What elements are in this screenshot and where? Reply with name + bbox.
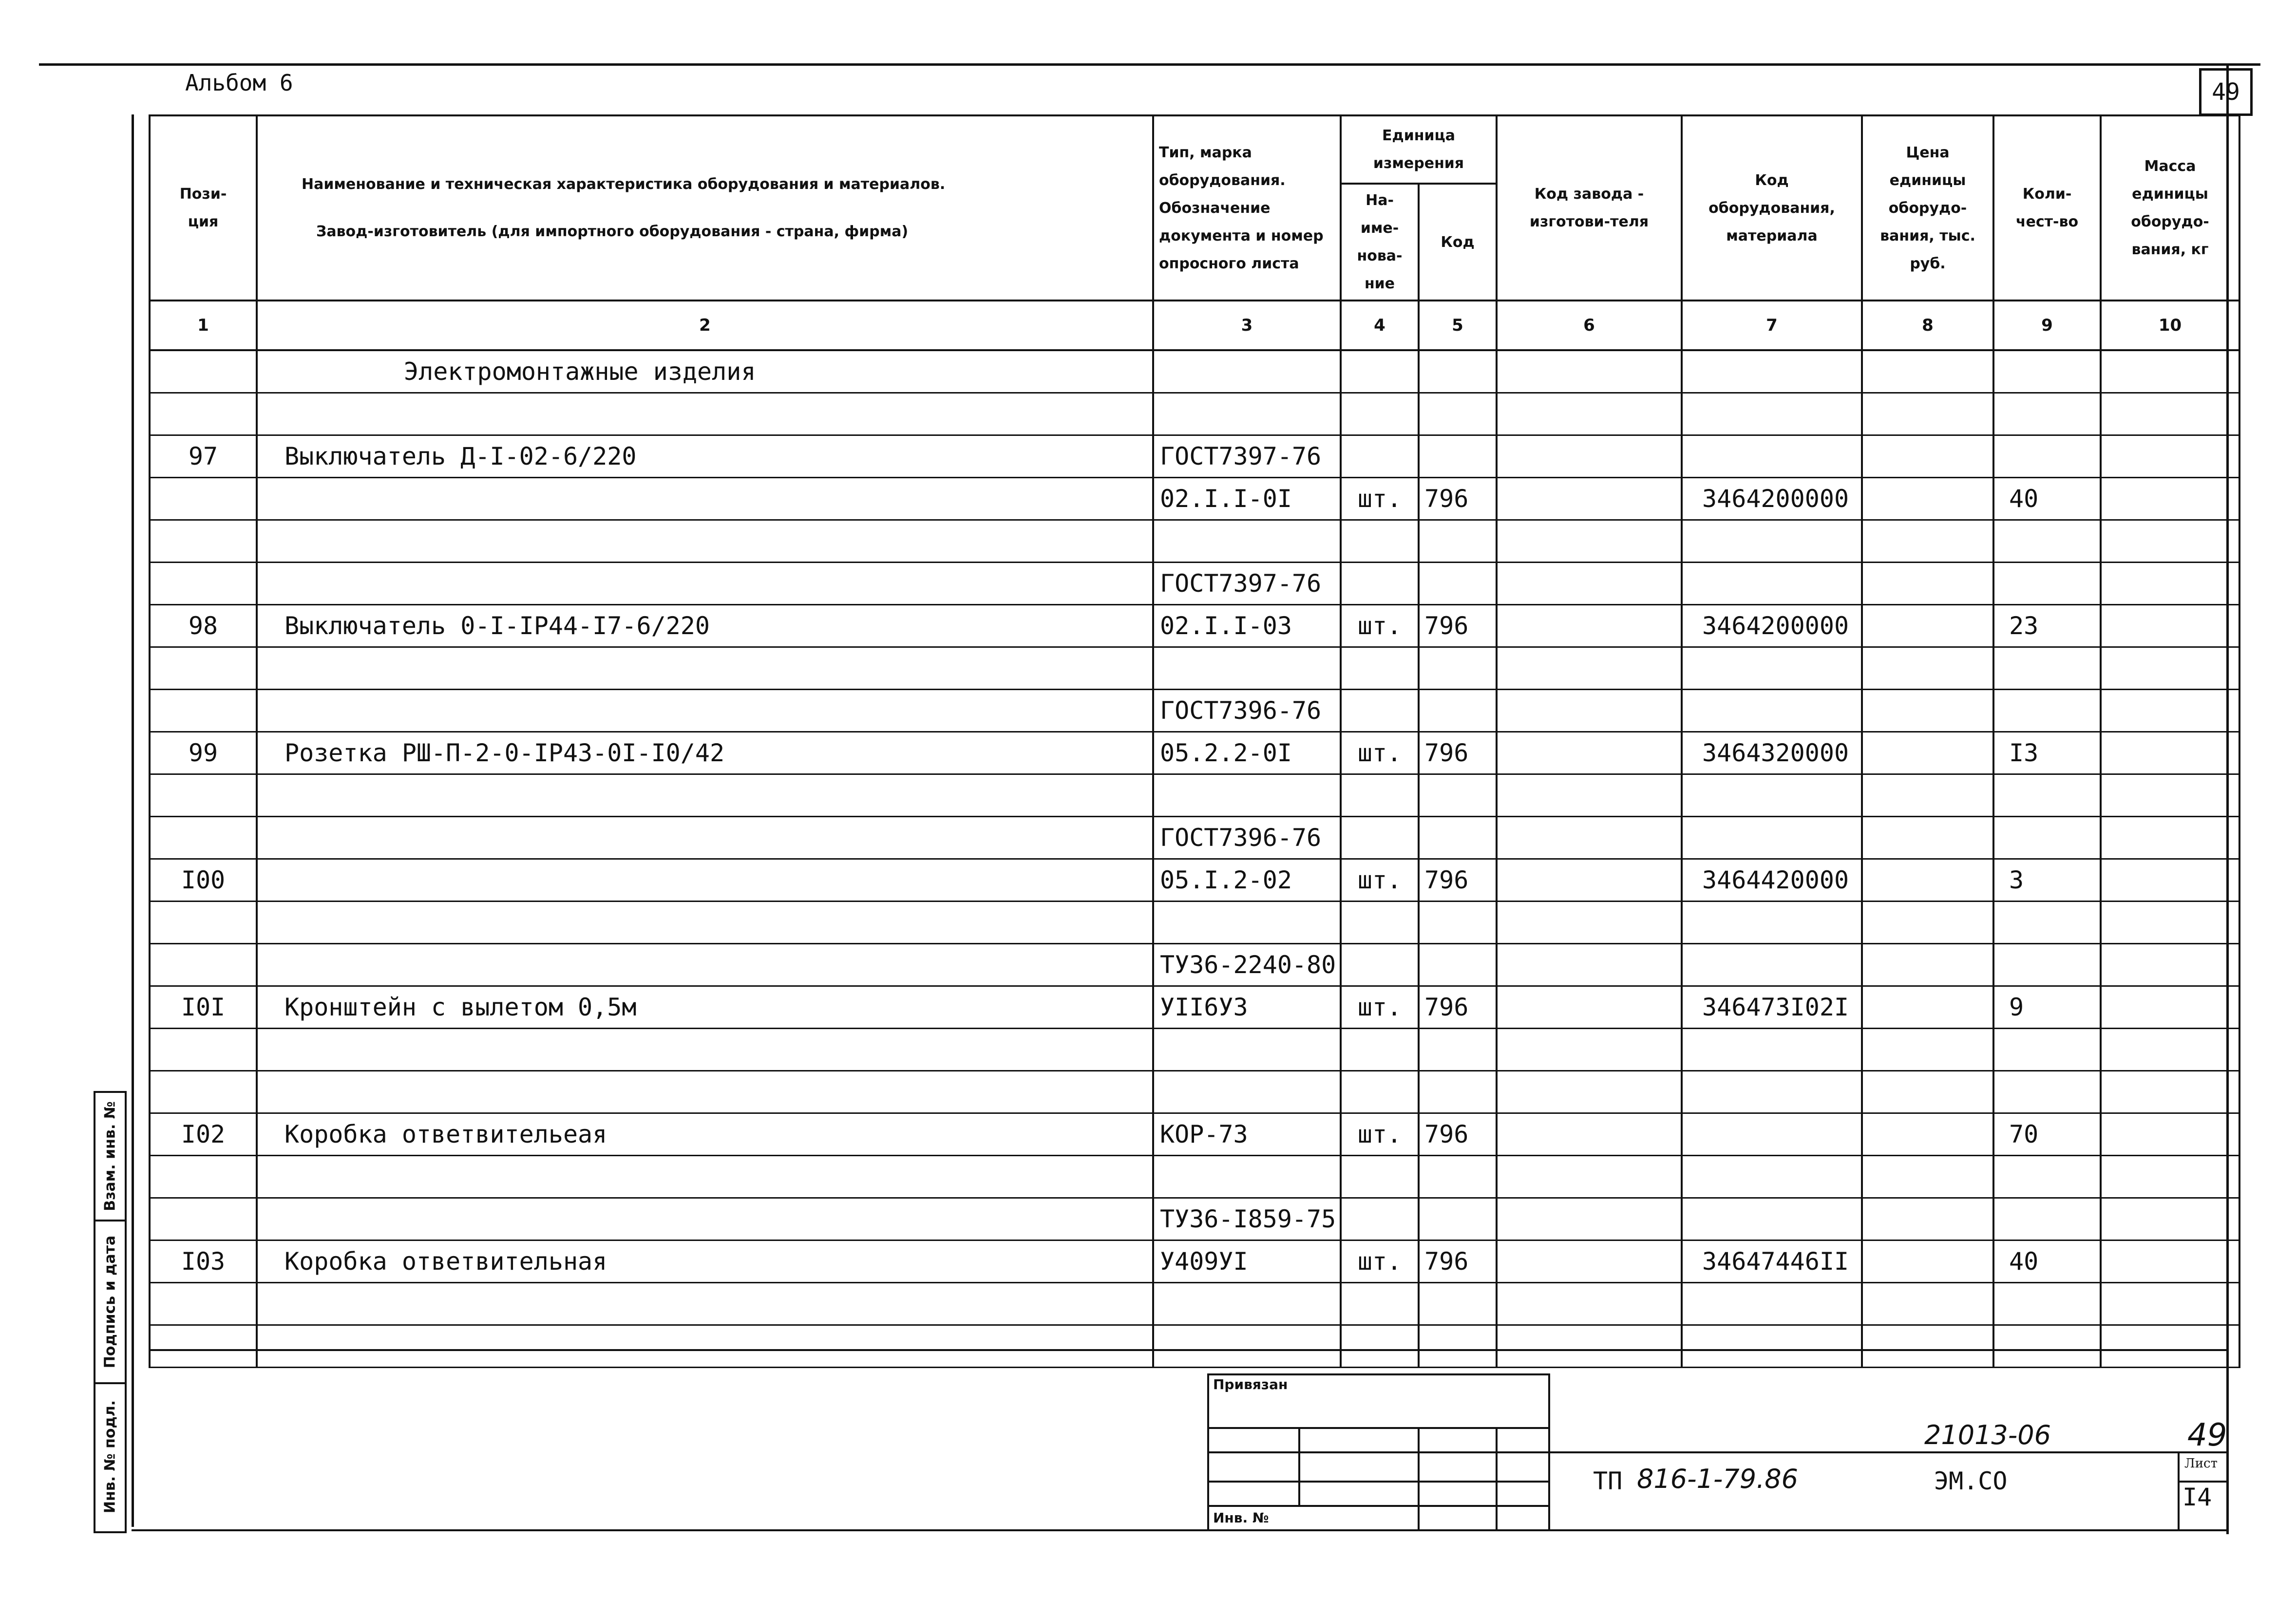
row-mass <box>2101 647 2239 690</box>
row-unit-name <box>1341 435 1419 478</box>
row-name: Коробка ответвительная <box>257 1240 1153 1283</box>
row-quantity <box>1993 817 2101 859</box>
side-stamp-inv-podl: Инв. № подл. <box>101 1400 119 1514</box>
row-factory-code <box>1497 647 1682 690</box>
row-material-code <box>1682 1283 1862 1325</box>
row-material-code <box>1682 435 1862 478</box>
row-position <box>150 478 257 520</box>
side-stamp-inv-vzam: Взам. инв. № <box>95 1093 125 1221</box>
row-unit-name: шт. <box>1341 859 1419 902</box>
row-unit-code <box>1419 1156 1497 1198</box>
row-name <box>257 1283 1153 1325</box>
inv-no-label: Инв. № <box>1213 1510 1269 1526</box>
row-quantity <box>1993 944 2101 986</box>
row-factory-code <box>1497 902 1682 944</box>
row-mass <box>2101 605 2239 647</box>
specification-table <box>149 114 2240 1368</box>
row-unit-code <box>1419 817 1497 859</box>
row-unit-code <box>1419 774 1497 817</box>
row-mass <box>2101 774 2239 817</box>
row-quantity <box>1993 1283 2101 1325</box>
row-type <box>1153 1283 1341 1325</box>
row-factory-code <box>1497 817 1682 859</box>
row-unit-name <box>1341 902 1419 944</box>
table-row <box>150 986 2239 1029</box>
table-row <box>150 647 2239 690</box>
row-quantity <box>1993 774 2101 817</box>
row-type: УII6У3 <box>1153 986 1341 1029</box>
side-stamp-podpis: Подпись и дата <box>95 1221 125 1384</box>
row-unit-code: 796 <box>1419 478 1497 520</box>
row-mass <box>2101 563 2239 605</box>
table-row <box>150 859 2239 902</box>
row-position <box>150 520 257 563</box>
row-mass <box>2101 1113 2239 1156</box>
col-number: 3 <box>1153 301 1341 350</box>
section-title: Электромонтажные изделия <box>257 350 1153 393</box>
row-price <box>1862 563 1993 605</box>
row-factory-code <box>1497 435 1682 478</box>
row-unit-name: шт. <box>1341 986 1419 1029</box>
row-quantity: 70 <box>1993 1113 2101 1156</box>
row-unit-name <box>1341 1071 1419 1113</box>
row-type: 02.I.I-0I <box>1153 478 1341 520</box>
row-mass <box>2101 1071 2239 1113</box>
col-header-pos: Пози- ция <box>150 115 257 301</box>
row-unit-name <box>1341 817 1419 859</box>
row-unit-code <box>1419 902 1497 944</box>
col-number: 6 <box>1497 301 1682 350</box>
table-row <box>150 1071 2239 1113</box>
row-unit-name: шт. <box>1341 1240 1419 1283</box>
col-header-name-line1: Наименование и техническая характеристика оборудования и материалов. <box>302 176 946 193</box>
table-row <box>150 478 2239 520</box>
row-type <box>1153 647 1341 690</box>
row-unit-code <box>1419 1071 1497 1113</box>
row-unit-name: шт. <box>1341 1113 1419 1156</box>
doc-mark: ЭМ.СО <box>1934 1467 2008 1495</box>
row-price <box>1862 478 1993 520</box>
col-header-price: Цена единицы оборудо-вания, тыс. руб. <box>1862 115 1993 301</box>
row-price <box>1862 393 1993 435</box>
row-factory-code <box>1497 1325 1682 1368</box>
row-factory-code <box>1497 478 1682 520</box>
table-row <box>150 944 2239 986</box>
row-unit-name <box>1341 520 1419 563</box>
row-quantity: 3 <box>1993 859 2101 902</box>
row-quantity <box>1993 520 2101 563</box>
row-material-code <box>1682 647 1862 690</box>
row-factory-code <box>1497 859 1682 902</box>
section-row <box>150 350 2239 393</box>
row-price <box>1862 859 1993 902</box>
row-material-code <box>1682 1198 1862 1240</box>
row-name <box>257 520 1153 563</box>
row-unit-name <box>1341 647 1419 690</box>
row-unit-name <box>1341 563 1419 605</box>
row-price <box>1862 1283 1993 1325</box>
row-position <box>150 1283 257 1325</box>
row-unit-code: 796 <box>1419 605 1497 647</box>
col-header-qty: Коли-чест-во <box>1993 115 2101 301</box>
table-header <box>150 115 2239 350</box>
row-material-code <box>1682 1325 1862 1368</box>
row-material-code <box>1682 902 1862 944</box>
row-factory-code <box>1497 563 1682 605</box>
row-mass <box>2101 817 2239 859</box>
row-name <box>257 393 1153 435</box>
row-type <box>1153 902 1341 944</box>
list-value: I4 <box>2182 1483 2212 1511</box>
row-position <box>150 690 257 732</box>
table-body <box>150 350 2239 1368</box>
row-type: 05.I.2-02 <box>1153 859 1341 902</box>
row-position <box>150 1156 257 1198</box>
table-row <box>150 1240 2239 1283</box>
doc-number: 21013-06 <box>1924 1420 2051 1450</box>
row-mass <box>2101 1029 2239 1071</box>
col-header-factory-code: Код завода - изготови-теля <box>1497 115 1682 301</box>
row-factory-code <box>1497 690 1682 732</box>
table-row <box>150 774 2239 817</box>
tp-designation: 816-1-79.86 <box>1637 1464 1798 1494</box>
row-name <box>257 817 1153 859</box>
row-quantity: 23 <box>1993 605 2101 647</box>
row-name <box>257 1156 1153 1198</box>
row-factory-code <box>1497 1156 1682 1198</box>
row-unit-code <box>1419 690 1497 732</box>
row-name: Коробка ответвительеая <box>257 1113 1153 1156</box>
row-material-code <box>1682 1071 1862 1113</box>
list-label: Лист <box>2184 1456 2218 1471</box>
row-name <box>257 902 1153 944</box>
row-quantity <box>1993 1325 2101 1368</box>
tp-label: ТП <box>1593 1467 1623 1495</box>
col-header-mass: Масса единицы оборудо-вания, кг <box>2101 115 2239 301</box>
row-unit-code <box>1419 393 1497 435</box>
row-price <box>1862 774 1993 817</box>
table-row <box>150 563 2239 605</box>
row-quantity <box>1993 1156 2101 1198</box>
frame-top-line <box>39 63 2260 66</box>
row-quantity <box>1993 563 2101 605</box>
row-factory-code <box>1497 732 1682 774</box>
table-row <box>150 902 2239 944</box>
row-unit-code <box>1419 435 1497 478</box>
row-quantity <box>1993 1071 2101 1113</box>
row-unit-code: 796 <box>1419 732 1497 774</box>
album-label: Альбом 6 <box>185 70 293 96</box>
row-factory-code <box>1497 520 1682 563</box>
table-row <box>150 605 2239 647</box>
page-number: 49 <box>2199 68 2253 116</box>
row-type: ГОСТ7397-76 <box>1153 435 1341 478</box>
col-number: 2 <box>257 301 1153 350</box>
row-price <box>1862 690 1993 732</box>
col-number: 1 <box>150 301 257 350</box>
row-position: 99 <box>150 732 257 774</box>
row-name <box>257 1071 1153 1113</box>
row-quantity: 40 <box>1993 1240 2101 1283</box>
row-name <box>257 859 1153 902</box>
col-number: 7 <box>1682 301 1862 350</box>
row-type: У409УI <box>1153 1240 1341 1283</box>
row-price <box>1862 1029 1993 1071</box>
row-position: I0I <box>150 986 257 1029</box>
sheet-handwritten: 49 <box>2187 1417 2227 1453</box>
row-factory-code <box>1497 1283 1682 1325</box>
row-type <box>1153 1029 1341 1071</box>
row-factory-code <box>1497 1198 1682 1240</box>
row-unit-name <box>1341 393 1419 435</box>
row-material-code <box>1682 563 1862 605</box>
row-name: Кронштейн с вылетом 0,5м <box>257 986 1153 1029</box>
row-mass <box>2101 1198 2239 1240</box>
row-unit-code: 796 <box>1419 1240 1497 1283</box>
row-quantity <box>1993 690 2101 732</box>
row-type: ТУ36-2240-80 <box>1153 944 1341 986</box>
row-position <box>150 563 257 605</box>
row-material-code: 346473I02I <box>1682 986 1862 1029</box>
row-unit-code: 796 <box>1419 859 1497 902</box>
row-unit-name <box>1341 1156 1419 1198</box>
row-factory-code <box>1497 944 1682 986</box>
row-unit-name: шт. <box>1341 605 1419 647</box>
row-type: 02.I.I-03 <box>1153 605 1341 647</box>
table-row <box>150 1325 2239 1368</box>
row-factory-code <box>1497 1071 1682 1113</box>
row-quantity: 9 <box>1993 986 2101 1029</box>
row-price <box>1862 817 1993 859</box>
row-mass <box>2101 435 2239 478</box>
table-row <box>150 520 2239 563</box>
row-mass <box>2101 1325 2239 1368</box>
table-row <box>150 1029 2239 1071</box>
row-name: Выключатель Д-I-02-6/220 <box>257 435 1153 478</box>
row-mass <box>2101 859 2239 902</box>
table-row <box>150 1198 2239 1240</box>
col-header-unit-name: На-име-нова-ние <box>1341 184 1419 301</box>
row-price <box>1862 1156 1993 1198</box>
table-row <box>150 732 2239 774</box>
col-header-unit-code: Код <box>1419 184 1497 301</box>
column-numbers-row <box>150 301 2239 350</box>
row-position <box>150 1029 257 1071</box>
table-row <box>150 1283 2239 1325</box>
row-unit-code <box>1419 1283 1497 1325</box>
row-name: Выключатель 0-I-IP44-I7-6/220 <box>257 605 1153 647</box>
row-material-code <box>1682 690 1862 732</box>
col-number: 8 <box>1862 301 1993 350</box>
row-quantity: 40 <box>1993 478 2101 520</box>
row-material-code <box>1682 520 1862 563</box>
row-price <box>1862 986 1993 1029</box>
row-quantity <box>1993 393 2101 435</box>
row-unit-code <box>1419 563 1497 605</box>
row-mass <box>2101 393 2239 435</box>
row-unit-name <box>1341 1325 1419 1368</box>
row-position <box>150 774 257 817</box>
row-factory-code <box>1497 774 1682 817</box>
row-material-code: 3464420000 <box>1682 859 1862 902</box>
row-name <box>257 478 1153 520</box>
row-unit-name <box>1341 690 1419 732</box>
row-material-code: 3464200000 <box>1682 478 1862 520</box>
table-row <box>150 690 2239 732</box>
row-factory-code <box>1497 393 1682 435</box>
row-position: I00 <box>150 859 257 902</box>
row-position <box>150 817 257 859</box>
row-type: ТУ36-I859-75 <box>1153 1198 1341 1240</box>
row-price <box>1862 1198 1993 1240</box>
row-position: I03 <box>150 1240 257 1283</box>
row-material-code: 34647446II <box>1682 1240 1862 1283</box>
row-position: 98 <box>150 605 257 647</box>
row-unit-code: 796 <box>1419 1113 1497 1156</box>
table-row <box>150 1113 2239 1156</box>
row-type <box>1153 774 1341 817</box>
privyazan-label: Привязан <box>1213 1376 1288 1392</box>
row-price <box>1862 520 1993 563</box>
row-name <box>257 1325 1153 1368</box>
col-header-unit: Единица измерения <box>1341 115 1497 184</box>
col-number: 4 <box>1341 301 1419 350</box>
row-position <box>150 1071 257 1113</box>
row-unit-code: 796 <box>1419 986 1497 1029</box>
frame-left-line <box>132 114 134 1527</box>
row-name <box>257 1198 1153 1240</box>
row-price <box>1862 1240 1993 1283</box>
row-position <box>150 1325 257 1368</box>
row-mass <box>2101 1283 2239 1325</box>
row-unit-name: шт. <box>1341 478 1419 520</box>
row-position <box>150 902 257 944</box>
col-number: 10 <box>2101 301 2239 350</box>
row-price <box>1862 944 1993 986</box>
row-price <box>1862 605 1993 647</box>
table-row <box>150 435 2239 478</box>
row-price <box>1862 1113 1993 1156</box>
row-position: I02 <box>150 1113 257 1156</box>
row-material-code <box>1682 1029 1862 1071</box>
row-unit-code <box>1419 520 1497 563</box>
row-price <box>1862 647 1993 690</box>
row-unit-code <box>1419 647 1497 690</box>
row-type <box>1153 520 1341 563</box>
row-type <box>1153 1156 1341 1198</box>
row-position <box>150 944 257 986</box>
row-unit-code <box>1419 1198 1497 1240</box>
row-material-code <box>1682 1113 1862 1156</box>
row-material-code <box>1682 774 1862 817</box>
row-price <box>1862 435 1993 478</box>
row-quantity <box>1993 647 2101 690</box>
row-type: ГОСТ7396-76 <box>1153 690 1341 732</box>
row-quantity <box>1993 1029 2101 1071</box>
row-mass <box>2101 732 2239 774</box>
row-name <box>257 1029 1153 1071</box>
row-position <box>150 1198 257 1240</box>
row-factory-code <box>1497 1113 1682 1156</box>
row-material-code <box>1682 817 1862 859</box>
row-mass <box>2101 478 2239 520</box>
row-mass <box>2101 1240 2239 1283</box>
side-stamp <box>94 1091 127 1533</box>
row-price <box>1862 1071 1993 1113</box>
col-header-name <box>257 115 1153 301</box>
row-mass <box>2101 690 2239 732</box>
row-name <box>257 944 1153 986</box>
row-unit-name <box>1341 1029 1419 1071</box>
row-material-code <box>1682 1156 1862 1198</box>
row-unit-name: шт. <box>1341 732 1419 774</box>
row-factory-code <box>1497 605 1682 647</box>
row-material-code <box>1682 393 1862 435</box>
row-material-code: 3464320000 <box>1682 732 1862 774</box>
row-mass <box>2101 986 2239 1029</box>
row-type: 05.2.2-0I <box>1153 732 1341 774</box>
row-price <box>1862 902 1993 944</box>
row-unit-code <box>1419 944 1497 986</box>
row-quantity: I3 <box>1993 732 2101 774</box>
row-unit-code <box>1419 1325 1497 1368</box>
col-header-material-code: Код оборудования, материала <box>1682 115 1862 301</box>
row-type: ГОСТ7396-76 <box>1153 817 1341 859</box>
row-mass <box>2101 520 2239 563</box>
row-factory-code <box>1497 1029 1682 1071</box>
col-number: 9 <box>1993 301 2101 350</box>
row-price <box>1862 1325 1993 1368</box>
row-quantity <box>1993 435 2101 478</box>
row-mass <box>2101 1156 2239 1198</box>
row-factory-code <box>1497 986 1682 1029</box>
table-row <box>150 1156 2239 1198</box>
row-type <box>1153 393 1341 435</box>
row-material-code <box>1682 944 1862 986</box>
row-type: КОР-73 <box>1153 1113 1341 1156</box>
row-type <box>1153 1071 1341 1113</box>
row-name <box>257 774 1153 817</box>
col-header-type: Тип, марка оборудования. Обозначение документа и номер опросного листа <box>1153 115 1341 301</box>
row-quantity <box>1993 902 2101 944</box>
col-header-name-line2: Завод-изготовитель (для импортного оборудования - страна, фирма) <box>316 223 909 240</box>
row-unit-code <box>1419 1029 1497 1071</box>
row-name: Розетка РШ-П-2-0-IP43-0I-I0/42 <box>257 732 1153 774</box>
row-name <box>257 690 1153 732</box>
row-mass <box>2101 944 2239 986</box>
row-position <box>150 393 257 435</box>
row-unit-name <box>1341 944 1419 986</box>
col-number: 5 <box>1419 301 1497 350</box>
row-unit-name <box>1341 1283 1419 1325</box>
row-price <box>1862 732 1993 774</box>
row-type: ГОСТ7397-76 <box>1153 563 1341 605</box>
row-name <box>257 647 1153 690</box>
row-unit-name <box>1341 774 1419 817</box>
row-factory-code <box>1497 1240 1682 1283</box>
row-unit-name <box>1341 1198 1419 1240</box>
table-row <box>150 393 2239 435</box>
row-quantity <box>1993 1198 2101 1240</box>
row-mass <box>2101 902 2239 944</box>
row-position <box>150 647 257 690</box>
row-position: 97 <box>150 435 257 478</box>
table-row <box>150 817 2239 859</box>
row-name <box>257 563 1153 605</box>
row-material-code: 3464200000 <box>1682 605 1862 647</box>
row-type <box>1153 1325 1341 1368</box>
